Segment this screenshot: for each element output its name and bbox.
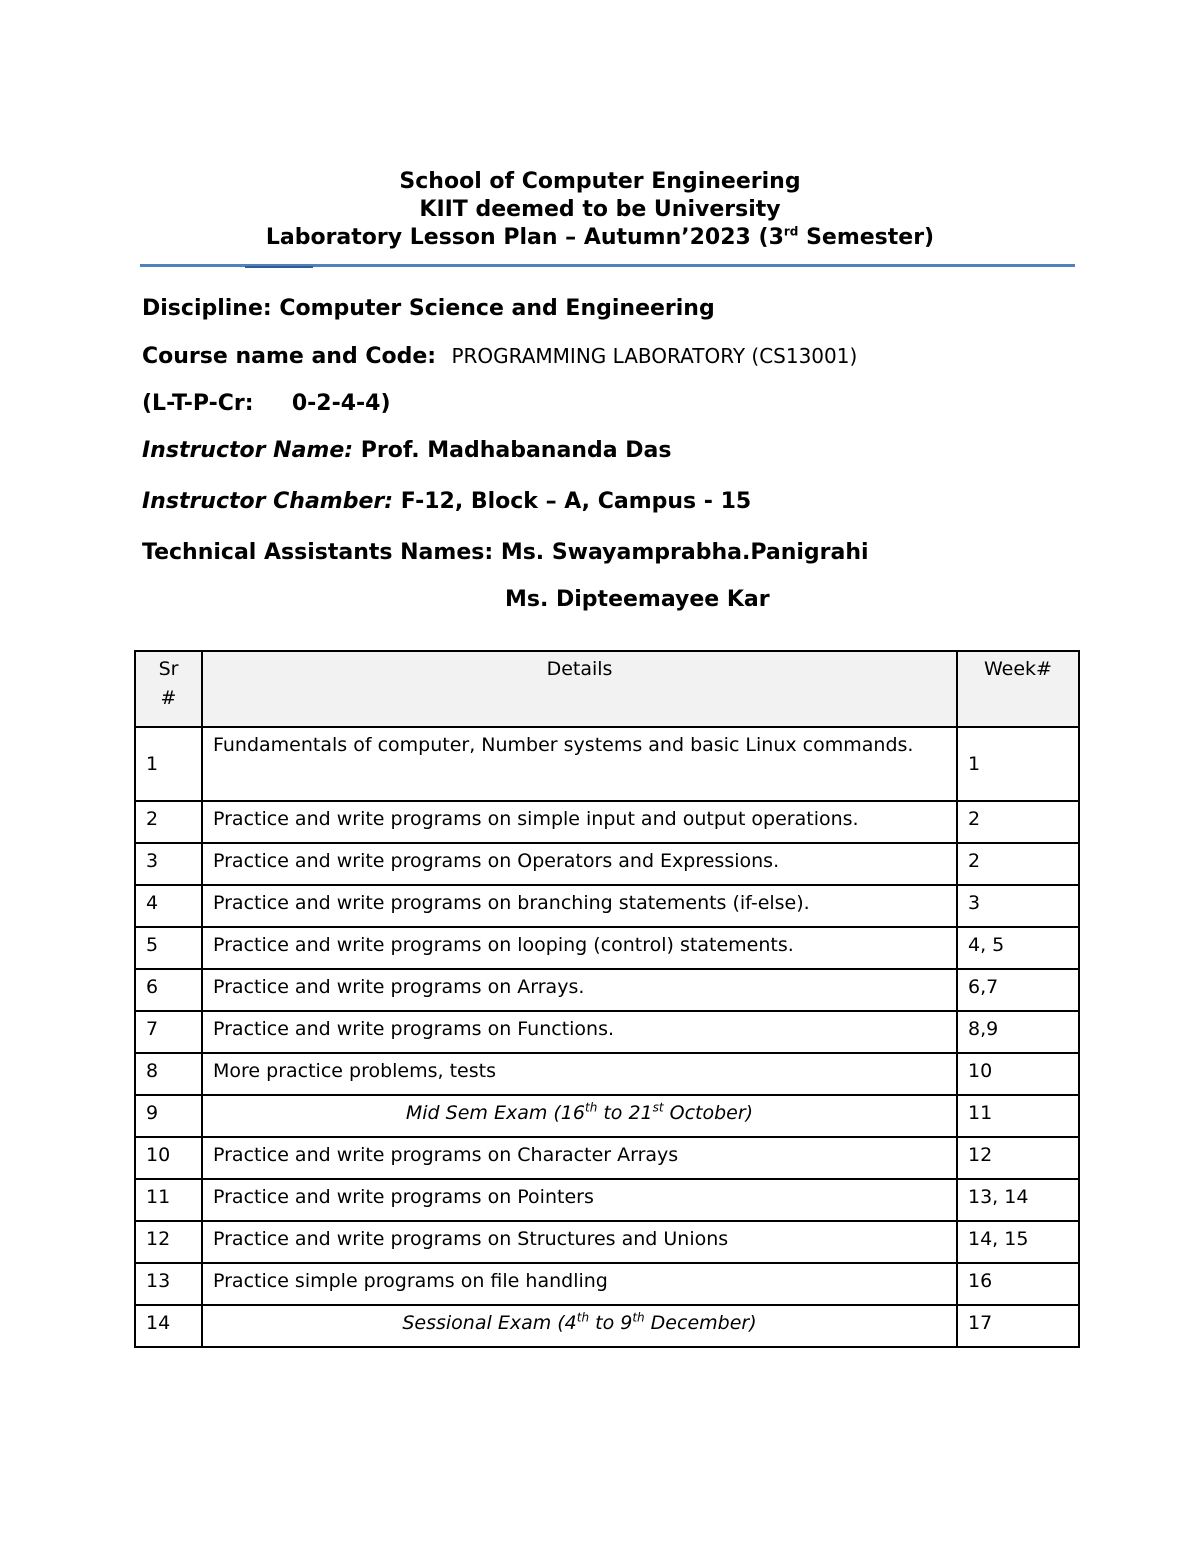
ltpc-value: 0-2-4-4) (291, 391, 391, 416)
chamber-value: F-12, Block – A, Campus - 15 (400, 489, 752, 514)
header-divider-accent (245, 266, 313, 268)
ta-value-1: Ms. Swayamprabha.Panigrahi (500, 540, 869, 565)
instructor-value: Prof. Madhabananda Das (360, 438, 672, 463)
table-row: 7 Practice and write programs on Functions. 8,9 (135, 1011, 1079, 1053)
ta-value-2: Ms. Dipteemayee Kar (505, 587, 770, 612)
table-row: 10 Practice and write programs on Character Arrays 12 (135, 1137, 1079, 1179)
instructor-label: Instructor Name: (142, 438, 354, 463)
table-row: 8 More practice problems, tests 10 (135, 1053, 1079, 1095)
document-header (0, 168, 1200, 252)
lesson-plan-table (134, 650, 1080, 1348)
school-name: School of Computer Engineering (399, 169, 801, 194)
table-row: 6 Practice and write programs on Arrays. 6,7 (135, 969, 1079, 1011)
ltpc-field (142, 391, 391, 416)
table-row-exam: 9 Mid Sem Exam (16th to 21st October) 11 (135, 1095, 1079, 1137)
chamber-label: Instructor Chamber: (142, 489, 394, 514)
table-row: 13 Practice simple programs on file handling 16 (135, 1263, 1079, 1305)
table-row: 5 Practice and write programs on looping (control) statements. 4, 5 (135, 927, 1079, 969)
sessional-exam: Sessional Exam (4th to 9th December) (202, 1305, 957, 1347)
mid-sem-exam: Mid Sem Exam (16th to 21st October) (202, 1095, 957, 1137)
header-sr: Sr # (135, 651, 202, 727)
plan-title: Laboratory Lesson Plan – Autumn’2023 (3rd Semester) (265, 224, 935, 250)
table-row: 11 Practice and write programs on Pointers 13, 14 (135, 1179, 1079, 1221)
table-row: 4 Practice and write programs on branching statements (if-else). 3 (135, 885, 1079, 927)
table-row: 2 Practice and write programs on simple input and output operations. 2 (135, 801, 1079, 843)
course-label: Course name and Code: (142, 344, 437, 369)
instructor-field (142, 438, 671, 463)
ltpc-label: (L-T-P-Cr: (142, 391, 254, 416)
discipline-field: Discipline: Computer Science and Engineering (142, 296, 715, 321)
table-row: 1 Fundamentals of computer, Number systems and basic Linux commands. 1 (135, 727, 1079, 801)
ta-field (142, 540, 869, 565)
course-value: PROGRAMMING LABORATORY (CS13001) (451, 344, 858, 368)
chamber-field (142, 489, 751, 514)
header-details: Details (202, 651, 957, 727)
header-week: Week# (957, 651, 1079, 727)
university-name: KIIT deemed to be University (419, 197, 781, 222)
table-row: 3 Practice and write programs on Operators and Expressions. 2 (135, 843, 1079, 885)
table-row: 12 Practice and write programs on Structures and Unions 14, 15 (135, 1221, 1079, 1263)
ta-label: Technical Assistants Names: (142, 540, 494, 565)
table-row-exam: 14 Sessional Exam (4th to 9th December) 17 (135, 1305, 1079, 1347)
table-header-row (135, 651, 1079, 727)
course-field (142, 344, 857, 369)
